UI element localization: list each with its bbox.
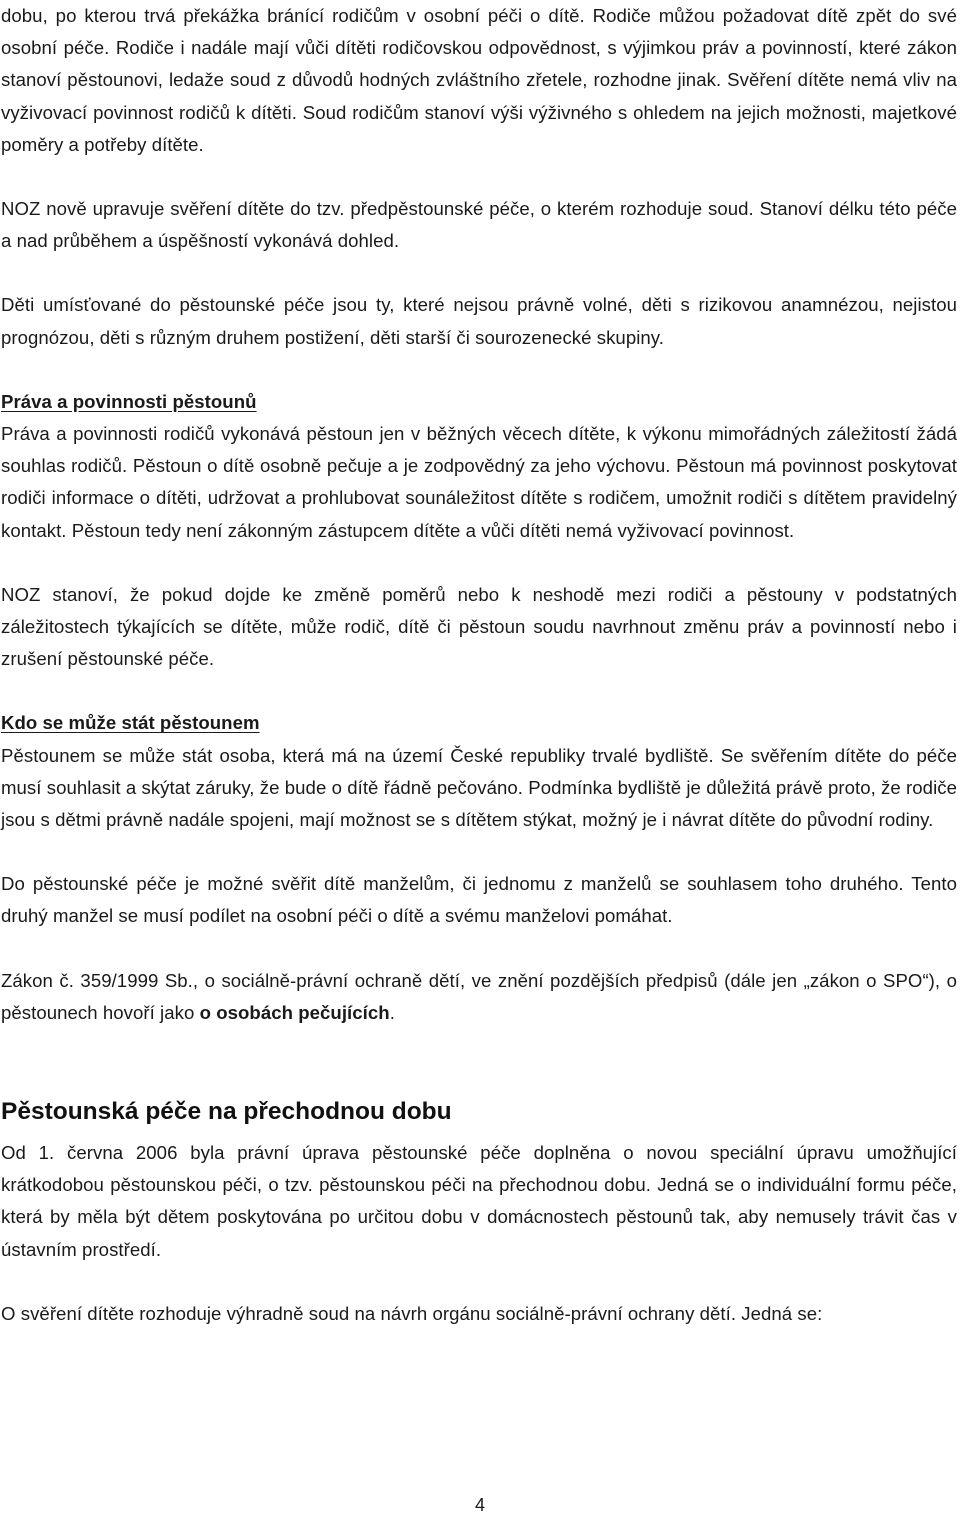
law-reference-emphasis: o osobách pečujících [199,1001,390,1023]
section-heading-temporary-care: Pěstounská péče na přechodnou dobu [1,1098,452,1126]
section-heading-who-can-be-foster: Kdo se může stát pěstounem [1,712,260,734]
paragraph-law-reference [1,965,957,1029]
paragraph-children-placed: Děti umísťované do pěstounské péče jsou ty, které nejsou právně volné, děti s rizikovou anamnézou, nejistou prognózou, děti s různým druhem postižení, děti starší či sourozenecké skupiny. [1,294,957,348]
paragraph-spouses: Do pěstounské péče je možné svěřit dítě manželům, či jednomu z manželů se souhlasem toho druhého. Tento druhý manžel se musí podílet na osobní péči o dítě a svému manželovi pomáhat. [1,873,957,927]
law-reference-text: Zákon č. 359/1999 Sb., o sociálně-právní ochraně dětí, ve znění pozdějších předpisů (dále jen „zákon o SPO“), o pěstounech hovoří jako [1,969,957,1023]
paragraph-temporary-care: Od 1. června 2006 byla právní úprava pěstounské péče doplněna o novou speciální úpravu umožňující krátkodobou pěstounskou péči, o tzv. pěstounskou péči na přechodnou dobu. Jedná se o individuální formu péče, která by měla být dětem poskytována po určitou dobu v domácnostech pěstounů tak, aby nemusely trávit čas v ústavním prostředí. [1,1142,957,1260]
paragraph-preadoptive-care: NOZ nově upravuje svěření dítěte do tzv. předpěstounské péče, o kterém rozhoduje soud. Stanoví délku této péče a nad průběhem a úspěšností vykonává dohled. [1,198,957,252]
paragraph-rights-duties: Práva a povinnosti rodičů vykonává pěstoun jen v běžných věcech dítěte, k výkonu mimořádných záležitostí žádá souhlas rodičů. Pěstoun o dítě osobně pečuje a je zodpovědný za jeho výchovu. Pěstoun má povinnost poskytovat rodiči informace o dítěti, udržovat a prohlubovat sounáležitost dítěte s rodičem, umožnit rodiči s dítětem pravidelný kontakt. Pěstoun tedy není zákonným zástupcem dítěte a vůči dítěti nemá vyživovací povinnost. [1,423,957,541]
page-number: 4 [474,1495,485,1515]
paragraph-parental-rights: dobu, po kterou trvá překážka bránící rodičům v osobní péči o dítě. Rodiče můžou požadovat dítě zpět do své osobní péče. Rodiče i nadále mají vůči dítěti rodičovskou odpovědnost, s výjimkou práv a povinností, které zákon stanoví pěstounovi, ledaže soud z důvodů hodných zvláštního zřetele, rozhodne jinak. Svěření dítěte nemá vliv na vyživovací povinnost rodičů k dítěti. Soud rodičům stanoví výši výživného s ohledem na jejich možnosti, majetkové poměry a potřeby dítěte. [1,5,957,155]
paragraph-noz-change: NOZ stanoví, že pokud dojde ke změně poměrů nebo k neshodě mezi rodiči a pěstouny v podstatných záležitostech týkajících se dítěte, může rodič, dítě či pěstoun soudu navrhnout změnu práv a povinností nebo i zrušení pěstounské péče. [1,583,957,670]
law-reference-end: . [389,1001,395,1023]
paragraph-who-can-be-foster: Pěstounem se může stát osoba, která má na území České republiky trvalé bydliště. Se svěřením dítěte do péče musí souhlasit a skýtat záruky, že bude o dítě řádně pečováno. Podmínka bydliště je důležitá právě proto, že rodiče jsou s dětmi právně nadále spojeni, mají možnost se s dítětem stýkat, možný je i návrat dítěte do původní rodiny. [1,744,957,831]
paragraph-court-decision: O svěření dítěte rozhoduje výhradně soud na návrh orgánu sociálně-právní ochrany dětí. Jedná se: [1,1302,823,1324]
section-heading-rights: Práva a povinnosti pěstounů [1,390,257,412]
